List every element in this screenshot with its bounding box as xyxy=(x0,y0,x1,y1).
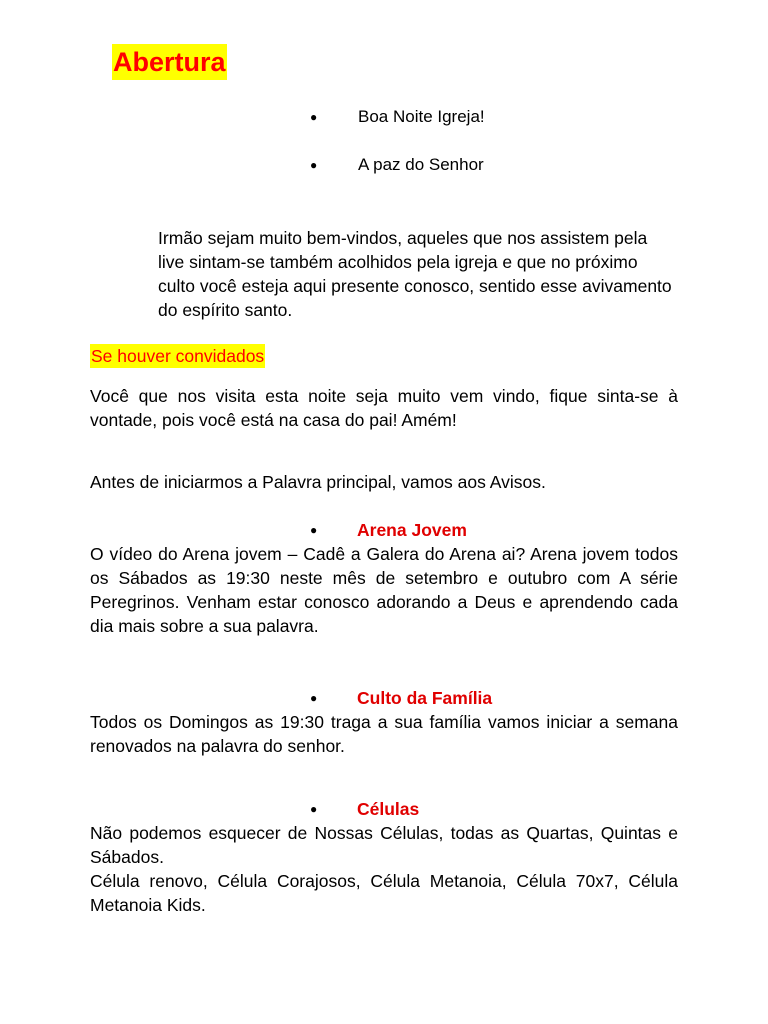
section-body-arena-jovem: O vídeo do Arena jovem – Cadê a Galera do Arena ai? Arena jovem todos os Sábados as 19:30 neste mês de setembro e outubro com A série Peregrinos. Venham estar conosco adorando a Deus e aprendendo cada dia mais sobre a sua palavra. xyxy=(90,544,678,636)
greeting-item xyxy=(310,154,484,176)
section-title: Culto da Família xyxy=(357,688,493,708)
greeting-item xyxy=(310,106,485,128)
guests-heading: Se houver convidados xyxy=(91,346,265,366)
bullet-icon: ● xyxy=(310,110,318,124)
page-title: Abertura xyxy=(112,44,227,80)
greeting-text: A paz do Senhor xyxy=(358,155,484,174)
avisos-intro: Antes de iniciarmos a Palavra principal, vamos aos Avisos. xyxy=(90,472,546,492)
bullet-icon: ● xyxy=(310,158,318,172)
section-title: Células xyxy=(357,799,420,819)
bullet-icon: ● xyxy=(310,802,318,816)
greeting-text: Boa Noite Igreja! xyxy=(358,107,485,126)
welcome-paragraph: Irmão sejam muito bem-vindos, aqueles que nos assistem pela live sintam-se também acolhidos pela igreja e que no próximo culto você esteja aqui presente conosco, sentido esse avivamento do espírito santo. xyxy=(158,228,672,320)
section-heading-arena-jovem xyxy=(310,518,467,542)
bullet-icon: ● xyxy=(310,691,318,705)
section-title: Arena Jovem xyxy=(357,520,467,540)
section-heading-culto-familia xyxy=(310,686,492,710)
guests-paragraph: Você que nos visita esta noite seja muito vem vindo, fique sinta-se à vontade, pois você está na casa do pai! Amém! xyxy=(90,386,678,430)
section-body-celulas: Não podemos esquecer de Nossas Células, todas as Quartas, Quintas e Sábados. xyxy=(90,823,678,867)
section-body-celulas-list: Célula renovo, Célula Corajosos, Célula Metanoia, Célula 70x7, Célula Metanoia Kids. xyxy=(90,871,678,915)
bullet-icon: ● xyxy=(310,523,318,537)
section-heading-celulas xyxy=(310,797,419,821)
section-body-culto-familia: Todos os Domingos as 19:30 traga a sua família vamos iniciar a semana renovados na palavra do senhor. xyxy=(90,712,678,756)
